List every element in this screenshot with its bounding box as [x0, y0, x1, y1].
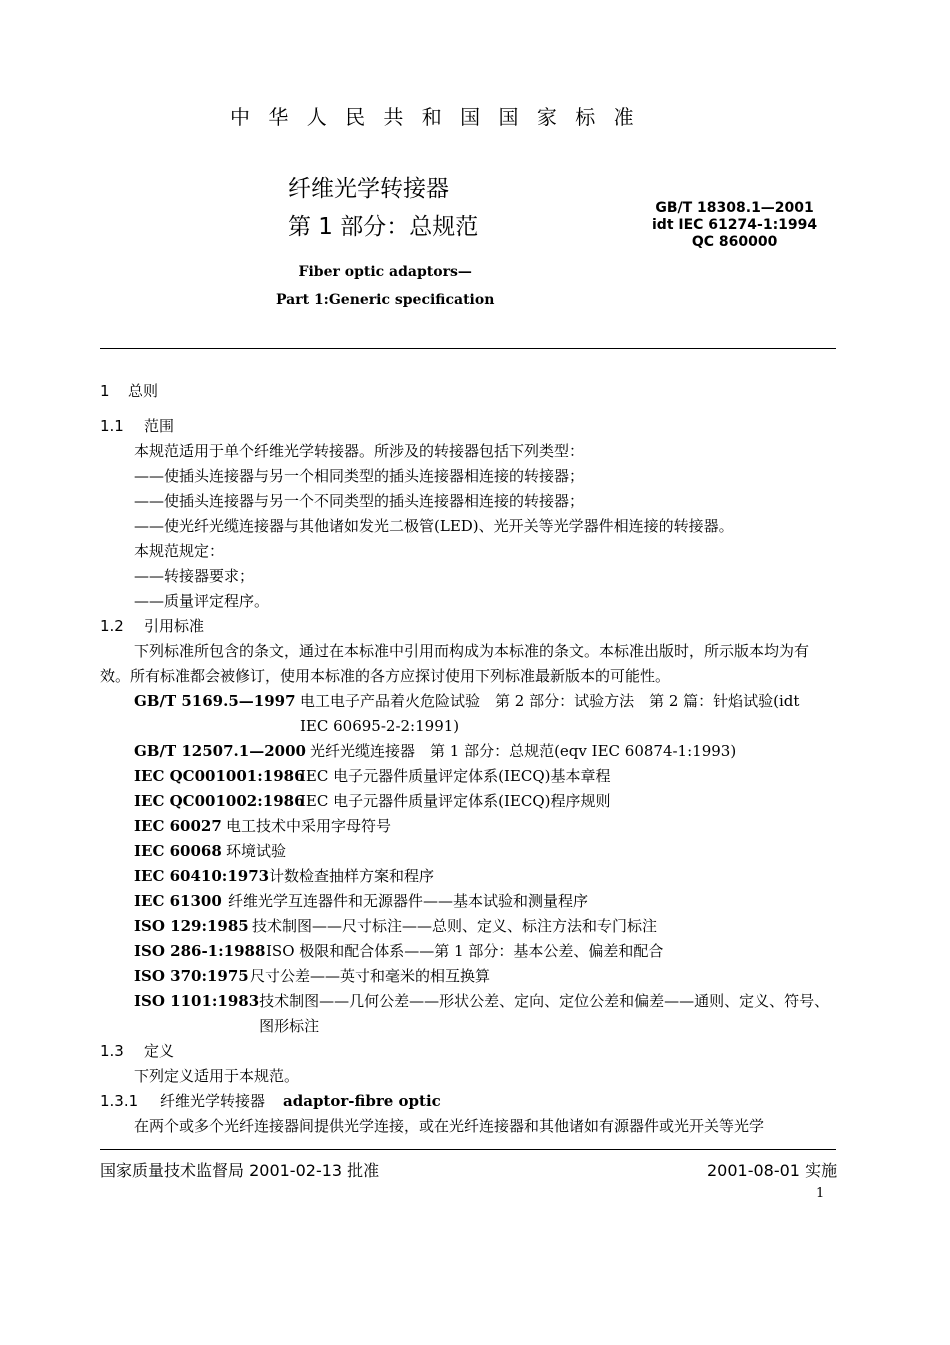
section-title: 总则 [128, 382, 159, 400]
reference-title: 纤维光学互连器件和无源器件——基本试验和测量程序 [228, 892, 589, 910]
reference-title-continued: IEC 60695-2-2:1991) [300, 717, 460, 735]
title-en-line1: Fiber optic adaptors— [298, 264, 472, 280]
reference-entry [100, 864, 840, 889]
reference-title: IEC 电子元器件质量评定体系(IECQ)基本章程 [300, 767, 611, 785]
reference-code: IEC QC001001:1986 [134, 767, 305, 785]
approval-date: 国家质量技术监督局 2001-02-13 批准 [100, 1161, 380, 1180]
section-title: 引用标准 [144, 617, 205, 635]
code-qc: QC 860000 [691, 234, 778, 250]
effective-date: 2001-08-01 实施 [707, 1161, 838, 1180]
scope-line: 本规范适用于单个纤维光学转接器。所涉及的转接器包括下列类型： [134, 442, 585, 460]
code-iec: idt IEC 61274-1:1994 [652, 217, 818, 233]
section-number: 1.1 [100, 417, 124, 435]
reference-code: ISO 1101:1983 [134, 992, 260, 1010]
reference-title: 光纤光缆连接器 第 1 部分：总规范(eqv IEC 60874-1:1993) [310, 742, 737, 760]
section-number: 1.3.1 [100, 1092, 139, 1110]
scope-line: ——转接器要求； [134, 567, 255, 585]
reference-code: ISO 129:1985 [134, 917, 249, 935]
reference-code: ISO 286-1:1988 [134, 942, 266, 960]
term-english: adaptor-fibre optic [283, 1092, 441, 1110]
definitions-intro: 下列定义适用于本规范。 [134, 1067, 300, 1085]
national-standard-heading: 中 华 人 民 共 和 国 国 家 标 准 [230, 105, 640, 129]
reference-code: IEC QC001002:1986 [134, 792, 305, 810]
section-number: 1.2 [100, 617, 124, 635]
title-cn-line1: 纤维光学转接器 [288, 176, 449, 202]
reference-entry [100, 689, 840, 714]
section-number: 1 [100, 382, 110, 400]
title-en-line2: Part 1:Generic specification [276, 292, 495, 308]
reference-title: 计数检查抽样方案和程序 [269, 867, 435, 885]
section-1-heading [100, 377, 840, 414]
header-divider [100, 348, 836, 349]
reference-title: ISO 极限和配合体系——第 1 部分：基本公差、偏差和配合 [266, 942, 664, 960]
section-1-2-heading [100, 614, 840, 639]
page-number: 1 [816, 1186, 825, 1201]
references-intro: 下列标准所包含的条文，通过在本标准中引用而构成为本标准的条文。本标准出版时，所示版本均为有效。所有标准都会被修订，使用本标准的各方应探讨使用下列标准最新版本的可能性。 [100, 642, 810, 685]
reference-code: GB/T 12507.1—2000 [134, 742, 306, 760]
reference-code: IEC 60027 [134, 817, 222, 835]
title-english [276, 258, 494, 314]
reference-title: 环境试验 [226, 842, 287, 860]
section-title: 范围 [144, 417, 175, 435]
reference-entry [100, 764, 840, 789]
reference-entry [100, 989, 840, 1039]
section-title: 定义 [144, 1042, 175, 1060]
reference-code: IEC 60410:1973 [134, 867, 270, 885]
title-cn-line2: 第 1 部分：总规范 [288, 214, 479, 240]
reference-title: IEC 电子元器件质量评定体系(IECQ)程序规则 [300, 792, 611, 810]
reference-code: ISO 370:1975 [134, 967, 249, 985]
scope-line: ——质量评定程序。 [134, 592, 270, 610]
title-chinese [288, 170, 478, 246]
term-chinese: 纤维光学转接器 [160, 1092, 266, 1110]
scope-line: 本规范规定： [134, 542, 225, 560]
reference-entry [100, 789, 840, 814]
reference-title: 技术制图——几何公差——形状公差、定向、定位公差和偏差——通则、定义、符号、图形标注 [259, 992, 830, 1035]
reference-entry [100, 889, 840, 914]
reference-code: GB/T 5169.5—1997 [134, 692, 296, 710]
section-1-3-heading [100, 1039, 840, 1064]
reference-title: 电工电子产品着火危险试验 第 2 部分：试验方法 第 2 篇：针焰试验(idt [300, 692, 800, 710]
scope-line: ——使插头连接器与另一个相同类型的插头连接器相连接的转接器； [134, 467, 585, 485]
document-body [100, 377, 840, 1139]
standard-codes [652, 200, 817, 251]
reference-entry [100, 914, 840, 939]
scope-line: ——使光纤光缆连接器与其他诸如发光二极管(LED)、光开关等光学器件相连接的转接器。 [134, 517, 734, 535]
section-1-3-1-heading [100, 1089, 840, 1114]
reference-title: 技术制图——尺寸标注——总则、定义、标注方法和专门标注 [252, 917, 658, 935]
reference-title: 电工技术中采用字母符号 [226, 817, 392, 835]
reference-code: IEC 60068 [134, 842, 222, 860]
section-1-1-heading [100, 414, 840, 439]
reference-entry [100, 939, 840, 964]
reference-title: 尺寸公差——英寸和毫米的相互换算 [250, 967, 491, 985]
reference-code: IEC 61300 [134, 892, 222, 910]
scope-line: ——使插头连接器与另一个不同类型的插头连接器相连接的转接器； [134, 492, 585, 510]
section-number: 1.3 [100, 1042, 124, 1060]
definition-text: 在两个或多个光纤连接器间提供光学连接，或在光纤连接器和其他诸如有源器件或光开关等光学 [134, 1117, 765, 1135]
reference-entry [100, 814, 840, 839]
code-gb: GB/T 18308.1—2001 [655, 200, 814, 216]
footer-divider [100, 1149, 836, 1150]
reference-entry [100, 739, 840, 764]
reference-entry [100, 964, 840, 989]
reference-entry [100, 839, 840, 864]
